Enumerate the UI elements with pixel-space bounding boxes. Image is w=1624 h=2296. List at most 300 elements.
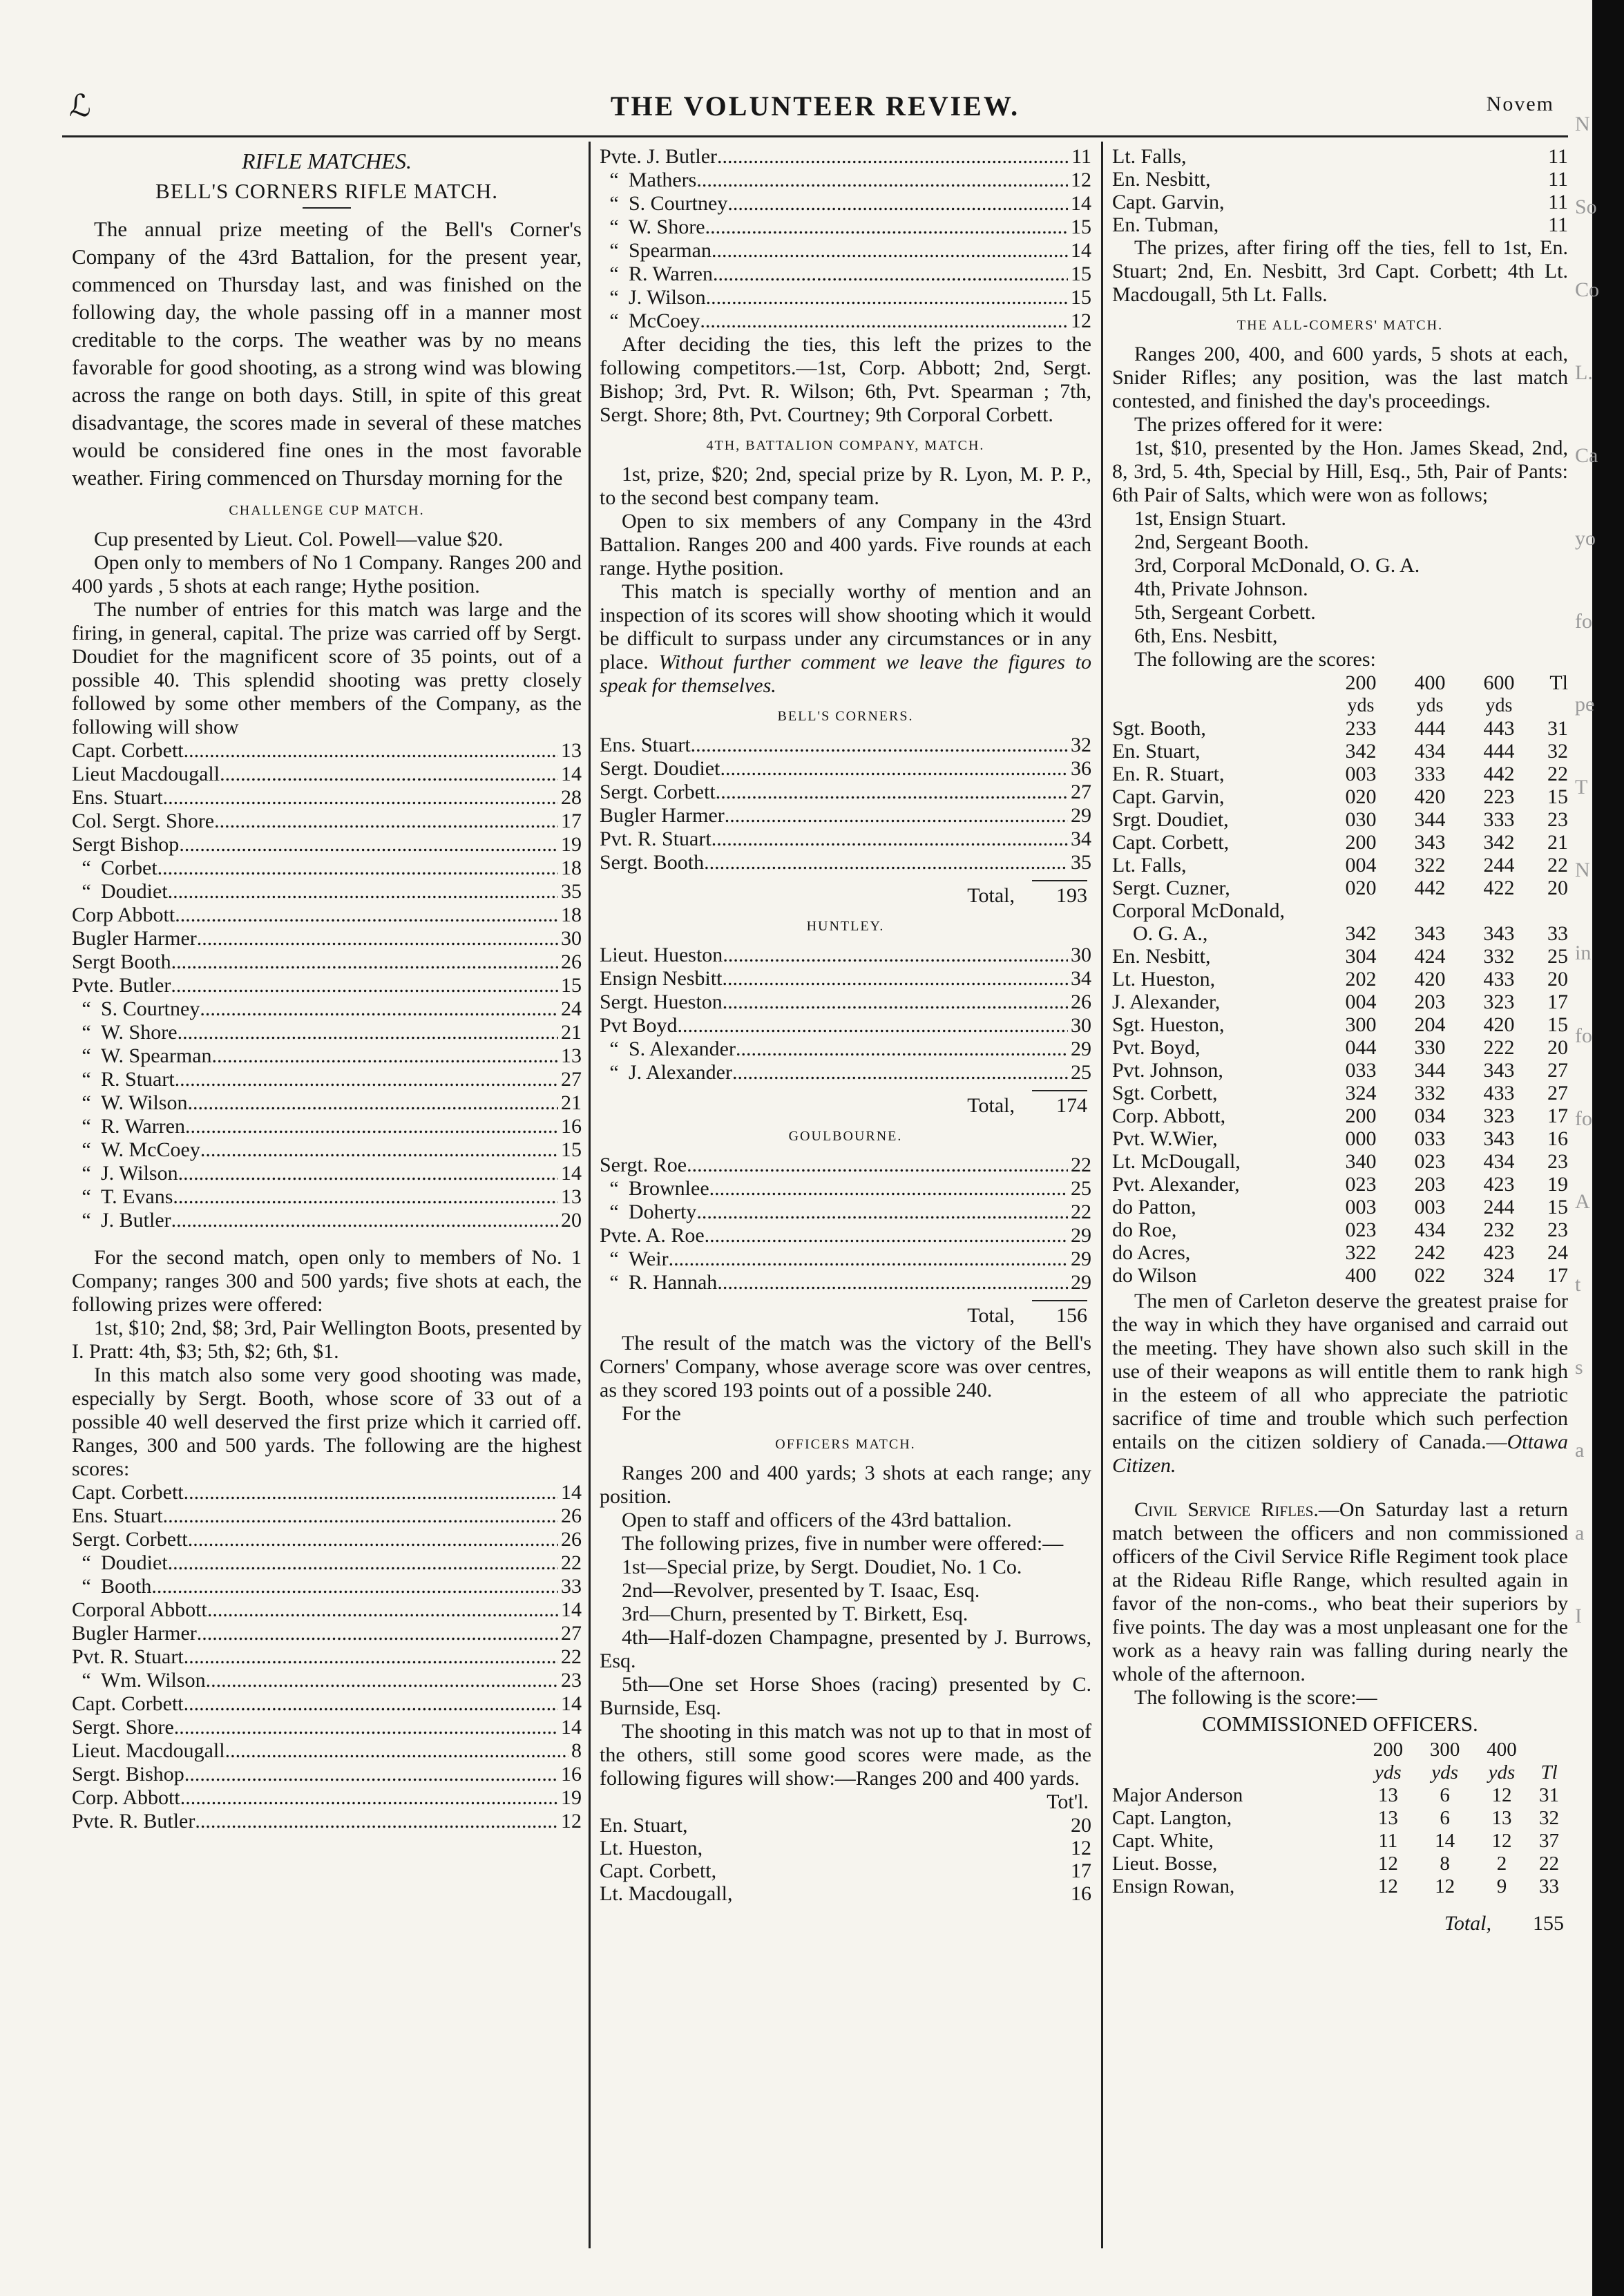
score-value: 12	[1071, 169, 1091, 191]
score-value: 27	[1071, 781, 1091, 803]
score-value: 26	[561, 1504, 582, 1527]
score-600: 244	[1483, 1196, 1515, 1218]
score-value: 25	[1071, 1061, 1091, 1084]
result-paragraph: The result of the match was the victory of the Bell's Corners' Company, whose average score was over centres, as they scored 193 points out of a possible 240.	[600, 1332, 1091, 1401]
edge-fragment: Ca	[1575, 444, 1598, 467]
score-row	[600, 944, 1091, 967]
score-value: 15	[561, 1138, 582, 1161]
paragraph: The following prizes, five in number were offered:—	[622, 1532, 1064, 1555]
dot-leader	[173, 1185, 558, 1209]
officer-name: Capt. White,	[1112, 1830, 1214, 1852]
table-row	[1112, 945, 1568, 968]
score-row	[72, 739, 582, 763]
competitor-name: Lieut Macdougall	[72, 763, 220, 785]
officer-name: Major Anderson	[1112, 1784, 1243, 1806]
dot-leader	[184, 1763, 558, 1786]
ditto-mark: “	[82, 1185, 91, 1208]
score-row	[600, 1154, 1091, 1177]
score-600: 422	[1483, 877, 1515, 899]
competitor-name: En. Stuart,	[1112, 740, 1201, 763]
competitor-name: Sergt. Bishop	[72, 1763, 184, 1786]
score-value: 19	[561, 833, 582, 856]
competitor-name: Sergt. Corbett	[600, 781, 716, 803]
dot-leader	[151, 1575, 558, 1598]
score-200: 004	[1345, 854, 1377, 877]
score-value: 11	[1548, 168, 1568, 191]
score-row	[72, 1598, 582, 1622]
score-200: 322	[1345, 1241, 1377, 1264]
range-header: 400	[1487, 1739, 1517, 1761]
ditto-mark: “	[82, 1115, 91, 1138]
competitor-name: Lt. McDougall,	[1112, 1150, 1241, 1173]
score-row	[72, 1739, 582, 1763]
dot-leader	[678, 1014, 1068, 1037]
score-600: 333	[1483, 808, 1515, 831]
score-total: 20	[1547, 1036, 1568, 1059]
range-header: 600	[1483, 671, 1515, 694]
range-unit: yds	[1431, 1761, 1458, 1783]
competitor-name: J. Alexander	[629, 1061, 732, 1084]
competitor-name: J. Wilson	[629, 286, 706, 309]
edge-fragment: A	[1575, 1190, 1590, 1213]
blank-cell	[1112, 1761, 1359, 1784]
competitor-name: Capt. Corbett,	[1112, 831, 1230, 854]
competitor-name: McCoey	[629, 309, 700, 332]
score-400: 203	[1414, 991, 1446, 1013]
competitor-name: Lt. Hueston,	[600, 1837, 703, 1859]
dot-leader	[185, 1115, 558, 1138]
competitor-name: En. Stuart,	[600, 1814, 688, 1837]
score-row	[72, 1786, 582, 1810]
score-row	[72, 1504, 582, 1528]
ditto-mark: “	[82, 1091, 91, 1114]
score-value: 22	[561, 1551, 582, 1574]
paragraph: Cup presented by Lieut. Col. Powell—value $20.	[94, 528, 504, 551]
ditto-mark: “	[82, 1021, 91, 1044]
header-rule	[62, 135, 1568, 137]
score-row	[600, 239, 1091, 262]
score-row	[72, 1716, 582, 1739]
score-row	[600, 192, 1091, 216]
score-600: 332	[1483, 945, 1515, 968]
score-600: 323	[1483, 991, 1515, 1013]
goulbourne-total	[600, 1304, 1091, 1328]
dot-leader	[723, 991, 1068, 1014]
score-200: 233	[1345, 717, 1377, 740]
ditto-mark: “	[609, 1177, 619, 1200]
competitor-name: R. Hannah	[629, 1271, 718, 1294]
score-value: 30	[1071, 944, 1091, 966]
dot-leader	[171, 974, 558, 997]
score-row	[72, 1162, 582, 1185]
competitor-name: R. Stuart	[101, 1068, 175, 1091]
paragraph: Open to six members of any Company in the 43rd Battalion. Ranges 200 and 400 yards. Five rounds at each range. Hythe position.	[600, 510, 1091, 580]
ditto-mark: “	[609, 169, 619, 191]
range-header-row	[1112, 671, 1568, 694]
competitor-name: Corp Abbott	[72, 903, 175, 926]
dot-leader	[727, 192, 1068, 216]
score-value: 11	[1548, 145, 1568, 168]
paragraph: 1st, $10; 2nd, $8; 3rd, Pair Wellington Boots, presented by I. Pratt: 4th, $3; 5th, $2; 6th, $1.	[72, 1317, 582, 1363]
score-400: 343	[1414, 922, 1446, 945]
score-200: 400	[1345, 1264, 1377, 1287]
score-row	[72, 1551, 582, 1575]
goulbourne-scores	[600, 1154, 1091, 1294]
score-300: 8	[1440, 1853, 1450, 1875]
score-value: 14	[561, 763, 582, 785]
score-600: 343	[1483, 1059, 1515, 1082]
officers-scores	[600, 1814, 1091, 1905]
score-200: 12	[1377, 1853, 1398, 1875]
score-200: 033	[1345, 1059, 1377, 1082]
score-400: 242	[1414, 1241, 1446, 1264]
score-200: 304	[1345, 945, 1377, 968]
edge-fragment: N	[1575, 859, 1590, 881]
competitor-name: Sergt. Doudiet	[600, 757, 720, 780]
total-value: 155	[1533, 1912, 1564, 1935]
paragraph: Ranges 200, 400, and 600 yards, 5 shots at each, Snider Rifles; any position, was the last match contested, and finished the day's proceedings.	[1112, 343, 1568, 412]
table-row	[600, 1837, 1091, 1859]
table-row	[1112, 1059, 1568, 1082]
competitor-name: Pvt. Boyd,	[1112, 1036, 1201, 1059]
score-600: 324	[1483, 1264, 1515, 1287]
lead-in: Civil Service Rifles.	[1134, 1498, 1319, 1521]
score-600: 420	[1483, 1013, 1515, 1036]
score-value: 12	[561, 1810, 582, 1833]
ditto-mark: “	[609, 1247, 619, 1270]
score-value: 27	[561, 1068, 582, 1091]
competitor-name: J. Alexander,	[1112, 991, 1221, 1013]
carleton-paragraph	[1112, 1290, 1568, 1477]
table-row	[1112, 1173, 1568, 1196]
dot-leader	[713, 262, 1068, 286]
score-total: 20	[1547, 968, 1568, 991]
score-200: 300	[1345, 1013, 1377, 1036]
score-value: 14	[561, 1716, 582, 1739]
dot-leader	[723, 944, 1068, 967]
competitor-name: Doherty	[629, 1200, 697, 1223]
score-200: 003	[1345, 1196, 1377, 1218]
table-row	[1112, 1784, 1568, 1807]
dot-leader	[184, 739, 558, 763]
score-value: 34	[1071, 827, 1091, 850]
score-total: 31	[1547, 717, 1568, 740]
score-value: 11	[1071, 145, 1091, 168]
score-total: 17	[1547, 1264, 1568, 1287]
competitor-name: Corporal Abbott	[72, 1598, 207, 1621]
prize-item: 2nd—Revolver, presented by T. Isaac, Esq.	[622, 1579, 980, 1602]
score-value: 26	[561, 1528, 582, 1551]
paragraph-text: —On Saturday last a return match between the officers and non commissioned officers of the Civil Service Rifle Regiment took place at the Rideau Rifle Range, which resulted again in favor of the non-coms., who beat their superiors by five points. The day was a most unpleasant one for the work as a heavy rain was falling during nearly the whole of the afternoon.	[1112, 1498, 1568, 1685]
table-row	[1112, 899, 1568, 922]
score-value: 35	[1071, 851, 1091, 874]
edge-fragment: fo	[1575, 1107, 1592, 1130]
paragraph: In this match also some very good shooting was made, especially by Sergt. Booth, whose score of 33 out of a possible 40 well deserved the first prize which it carried off. Ranges, 300 and 500 yards. The following are the highest scores:	[72, 1364, 582, 1480]
score-total: 24	[1547, 1241, 1568, 1264]
score-value: 29	[1071, 804, 1091, 827]
score-200: 11	[1378, 1830, 1398, 1852]
competitor-name: Capt. Corbett,	[600, 1859, 717, 1882]
competitor-name: Brownlee	[629, 1177, 709, 1200]
blank-cell	[1112, 694, 1326, 717]
competitor-name: S. Alexander	[629, 1037, 736, 1060]
score-row	[72, 950, 582, 974]
dot-leader	[696, 1200, 1068, 1224]
competitor-name: Lieut. Macdougall	[72, 1739, 225, 1762]
table-row	[1112, 763, 1568, 785]
competitor-name: Spearman	[629, 239, 711, 262]
competitor-name: Capt. Corbett	[72, 1481, 184, 1504]
dot-leader	[709, 1177, 1068, 1200]
competitor-name: Capt. Corbett	[72, 739, 184, 762]
table-row	[1112, 213, 1568, 236]
dot-leader	[197, 1622, 558, 1645]
competitor-name: Srgt. Doudiet,	[1112, 808, 1229, 831]
paragraph: The prizes offered for it were:	[1134, 413, 1384, 436]
dot-leader	[732, 1061, 1068, 1084]
total-value: 156	[1056, 1304, 1087, 1327]
paragraph-text: This match is specially worthy of mention and an inspection of its scores will show shooting which it would be difficult to surpass under any circumstances or in any place.	[600, 580, 1091, 673]
column-2	[600, 145, 1091, 1905]
paragraph: The number of entries for this match was large and the firing, in general, capital. The prize was carried off by Sergt. Doudiet for the magnificent score of 35 points, out of a possible 40. This splendid shooting was pretty closely followed by some other members of the Company, as the following will show	[72, 598, 582, 738]
range-header: 200	[1373, 1739, 1404, 1761]
competitor-name: Sergt. Hueston	[600, 991, 723, 1013]
dot-leader	[195, 1810, 558, 1833]
edge-fragment: N	[1575, 113, 1590, 135]
table-row	[1112, 1127, 1568, 1150]
competitor-name: Doudiet	[101, 880, 168, 903]
table-row	[1112, 1264, 1568, 1287]
ties-paragraph: After deciding the ties, this left the prizes to the following competitors.—1st, Corp. Abbott; 2nd, Sergt. Bishop; 3rd, Pvt. R. Wilson; 6th, Pvt. Spearman ; 7th, Sergt. Shore; 8th, Pvt. Courtney; 9th Corporal Corbett.	[600, 333, 1091, 426]
table-row	[1112, 831, 1568, 854]
score-200: 023	[1345, 1173, 1377, 1196]
score-400: 13	[1491, 1807, 1512, 1829]
huntley-total	[600, 1094, 1091, 1118]
column-rule-2	[1101, 142, 1103, 2248]
ditto-mark: “	[609, 192, 619, 215]
score-value: 30	[561, 927, 582, 950]
score-row	[600, 145, 1091, 169]
dot-leader	[175, 1068, 558, 1091]
score-value: 14	[1071, 239, 1091, 262]
dot-leader	[207, 1598, 558, 1622]
dot-leader	[188, 1528, 558, 1551]
score-400: 424	[1414, 945, 1446, 968]
score-400: 12	[1491, 1830, 1512, 1852]
score-total: 22	[1547, 854, 1568, 877]
dot-leader	[206, 1669, 558, 1692]
competitor-name: Corp. Abbott,	[1112, 1104, 1226, 1127]
ditto-mark: “	[82, 857, 91, 879]
battalion-company-match-heading: 4TH, BATTALION COMPANY, MATCH.	[706, 438, 985, 453]
score-400: 322	[1414, 854, 1446, 877]
table-row	[1112, 1036, 1568, 1059]
score-600: 343	[1483, 1127, 1515, 1150]
score-row	[72, 810, 582, 833]
ditto-mark: “	[609, 309, 619, 332]
score-value: 28	[561, 786, 582, 809]
dot-leader	[711, 239, 1068, 262]
dot-leader	[691, 734, 1068, 757]
score-300: 12	[1435, 1875, 1455, 1897]
competitor-name: Sergt. Booth	[600, 851, 705, 874]
competitor-name: Capt. Garvin,	[1112, 785, 1225, 808]
competitor-name: Lieut. Hueston	[600, 944, 723, 966]
score-row	[600, 991, 1091, 1014]
competitor-name: Ens. Stuart	[72, 786, 163, 809]
score-total: 27	[1547, 1059, 1568, 1082]
competitor-name: En. Nesbitt,	[1112, 945, 1211, 968]
prize-item: 4th—Half-dozen Champagne, presented by J. Burrows, Esq.	[600, 1626, 1091, 1672]
score-row	[72, 880, 582, 903]
score-total: 17	[1547, 1104, 1568, 1127]
dot-leader	[175, 903, 558, 927]
score-value: 29	[1071, 1271, 1091, 1294]
paragraph: For the	[622, 1402, 681, 1425]
competitor-name: W. McCoey	[101, 1138, 200, 1161]
ditto-mark: “	[609, 216, 619, 238]
score-600: 223	[1483, 785, 1515, 808]
score-200: 044	[1345, 1036, 1377, 1059]
edge-fragment: T	[1575, 776, 1588, 798]
table-row	[1112, 808, 1568, 831]
competitor-name: S. Courtney	[101, 997, 200, 1020]
score-200: 324	[1345, 1082, 1377, 1104]
score-row	[72, 1044, 582, 1068]
score-200: 202	[1345, 968, 1377, 991]
score-200: 340	[1345, 1150, 1377, 1173]
competitor-name: Lt. Hueston,	[1112, 968, 1216, 991]
ditto-mark: “	[609, 286, 619, 309]
score-row	[600, 286, 1091, 309]
competitor-name: do Roe,	[1112, 1218, 1177, 1241]
competitor-name: Bugler Harmer	[72, 927, 197, 950]
blank-cell	[1530, 1739, 1568, 1761]
dot-leader	[723, 967, 1069, 991]
score-600: 342	[1483, 831, 1515, 854]
competitor-name: En. Tubman,	[1112, 213, 1219, 236]
score-row	[600, 734, 1091, 757]
competitor-name: Pvt. R. Stuart	[600, 827, 711, 850]
article-heading: BELL'S CORNERS RIFLE MATCH.	[155, 179, 498, 203]
score-value: 15	[561, 974, 582, 997]
dot-leader	[711, 827, 1068, 851]
competitor-name: Lt. Macdougall,	[600, 1882, 733, 1905]
table-row	[1112, 717, 1568, 740]
dot-leader	[736, 1037, 1068, 1061]
score-total: 33	[1547, 922, 1568, 945]
score-value: 12	[1071, 1837, 1091, 1859]
score-300: 14	[1435, 1830, 1455, 1852]
bells-corners-scores	[600, 734, 1091, 874]
score-value: 11	[1548, 213, 1568, 236]
score-400: 9	[1496, 1875, 1507, 1897]
edge-fragment: L.	[1575, 361, 1593, 384]
paragraph: For the second match, open only to members of No. 1 Company; ranges 300 and 500 yards; five shots at each, the following prizes were offered:	[72, 1246, 582, 1316]
paragraph: The following is the score:—	[1134, 1686, 1377, 1709]
competitor-name: Sergt. Cuzner,	[1112, 877, 1230, 899]
competitor-name: Ens. Stuart	[72, 1504, 163, 1527]
dot-leader	[214, 810, 558, 833]
score-400: 442	[1414, 877, 1446, 899]
competitor-name: O. G. A.,	[1112, 922, 1208, 945]
score-600: 323	[1483, 1104, 1515, 1127]
competitor-name: Pvt. W.Wier,	[1112, 1127, 1218, 1150]
dot-leader	[178, 1162, 558, 1185]
dot-leader	[706, 286, 1068, 309]
dot-leader	[705, 216, 1068, 239]
score-total: 17	[1547, 991, 1568, 1013]
dot-leader	[700, 309, 1068, 333]
score-value: 16	[1071, 1882, 1091, 1905]
score-600: 433	[1483, 1082, 1515, 1104]
score-400: 343	[1414, 831, 1446, 854]
competitor-name: S. Courtney	[629, 192, 728, 215]
dot-leader	[717, 1271, 1068, 1294]
score-total: 37	[1539, 1830, 1560, 1852]
total-label: Total,	[1444, 1912, 1491, 1935]
score-value: 22	[561, 1645, 582, 1668]
competitor-name: Sgt. Booth,	[1112, 717, 1206, 740]
total-value: 193	[1056, 884, 1087, 907]
table-row	[1112, 191, 1568, 213]
continued-scores	[600, 145, 1091, 333]
score-row	[72, 1622, 582, 1645]
competitor-name: Capt. Corbett	[72, 1692, 184, 1715]
competitor-name: Ens. Stuart	[600, 734, 691, 756]
dot-leader	[197, 927, 558, 950]
table-row	[1112, 1104, 1568, 1127]
dot-leader	[168, 1551, 558, 1575]
score-value: 22	[1071, 1200, 1091, 1223]
competitor-name: Bugler Harmer	[600, 804, 725, 827]
competitor-name: W. Shore	[629, 216, 705, 238]
commissioned-total	[1112, 1912, 1568, 1935]
dot-leader	[187, 1091, 558, 1115]
competitor-name: Pvte. R. Butler	[72, 1810, 195, 1833]
competitor-name: Doudiet	[101, 1551, 168, 1574]
score-value: 36	[1071, 757, 1091, 780]
winner-item: 3rd, Corporal McDonald, O. G. A.	[1134, 554, 1420, 577]
dot-leader	[184, 1692, 558, 1716]
score-value: 20	[1071, 1814, 1091, 1837]
score-row	[72, 1091, 582, 1115]
paragraph-italic-text: Without further comment we leave the figures to speak for themselves.	[600, 651, 1091, 697]
score-row	[600, 1247, 1091, 1271]
dot-leader	[716, 781, 1068, 804]
score-400: 003	[1414, 1196, 1446, 1218]
prize-item: 3rd—Churn, presented by T. Birkett, Esq.	[622, 1603, 968, 1625]
score-value: 22	[1071, 1154, 1091, 1176]
dot-leader	[220, 763, 558, 786]
competitor-name: W. Shore	[101, 1021, 178, 1044]
dot-leader	[180, 1786, 558, 1810]
table-row	[1112, 1082, 1568, 1104]
score-total: 15	[1547, 1196, 1568, 1218]
winners-list	[1112, 507, 1568, 648]
dot-leader	[705, 1224, 1068, 1247]
score-total: 27	[1547, 1082, 1568, 1104]
range-unit: yds	[1488, 1761, 1516, 1783]
score-value: 16	[561, 1115, 582, 1138]
score-row	[72, 1528, 582, 1551]
competitor-name: T. Evans	[101, 1185, 173, 1208]
table-row	[1112, 740, 1568, 763]
dot-leader	[157, 857, 558, 880]
prize-item: 1st—Special prize, by Sergt. Doudiet, No. 1 Co.	[622, 1556, 1022, 1578]
score-value: 19	[561, 1786, 582, 1809]
officers-prizes	[600, 1556, 1091, 1720]
